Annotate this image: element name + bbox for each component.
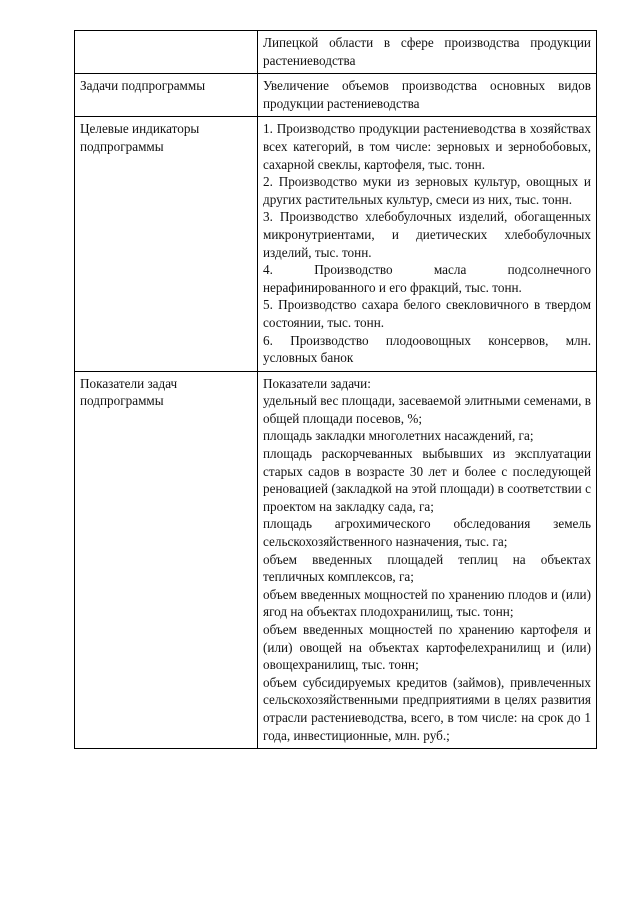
program-passport-table bbox=[74, 30, 597, 749]
table-row bbox=[75, 74, 597, 117]
metric-item: объем субсидируемых кредитов (займов), привлеченных сельскохозяйственными предприятиями в целях развития отрасли растениеводства, всего, в том числе: на срок до 1 года, инвестиционные, млн. руб.; bbox=[263, 674, 591, 743]
metric-item: площадь агрохимического обследования земель сельскохозяйственного назначения, тыс. га; bbox=[263, 516, 591, 550]
indicator-item: 3. Производство хлебобулочных изделий, обогащенных микронутриентами, и диетических хлебобулочных изделий, тыс. тонн. bbox=[263, 209, 591, 260]
row-content bbox=[258, 371, 597, 748]
metric-item: площадь раскорчеванных выбывших из эксплуатации старых садов в возрасте 30 лет и более с последующей реновацией (закладкой на этой площади) в соответствии с проектом на закладку сада, га; bbox=[263, 446, 591, 514]
indicator-item: 1. Производство продукции растениеводства в хозяйствах всех категорий, в том числе: зерновых и зернобобовых, сахарной свеклы, картофеля, тыс. тонн. bbox=[263, 121, 591, 172]
indicator-item: 2. Производство муки из зерновых культур, овощных и других растительных культур, смеси из них, тыс. тонн. bbox=[263, 174, 591, 207]
row-content bbox=[258, 117, 597, 371]
indicator-item: 5. Производство сахара белого свекловичного в твердом состоянии, тыс. тонн. bbox=[263, 297, 591, 330]
indicator-item: 4. Производство масла подсолнечного нерафинированного и его фракций, тыс. тонн. bbox=[263, 262, 591, 295]
metric-item: площадь закладки многолетних насаждений, га; bbox=[263, 428, 534, 444]
metric-item: объем введенных площадей теплиц на объектах тепличных комплексов, га; bbox=[263, 551, 591, 585]
row-label bbox=[75, 31, 258, 74]
metric-item: объем введенных мощностей по хранению плодов и (или) ягод на объектах плодохранилищ, тыс. тонн; bbox=[263, 586, 591, 620]
row-content bbox=[258, 74, 597, 117]
metric-item: объем введенных мощностей по хранению картофеля и (или) овощей на объектах картофелехранилищ и (или) овощехранилищ, тыс. тонн; bbox=[263, 622, 591, 673]
content-line: Липецкой области в сфере производства продукции растениеводства bbox=[263, 35, 591, 68]
indicator-item: 6. Производство плодоовощных консервов, млн. условных банок bbox=[263, 332, 591, 366]
row-label: Целевые индикаторы подпрограммы bbox=[75, 117, 258, 371]
table-row bbox=[75, 31, 597, 74]
content-line: Увеличение объемов производства основных видов продукции растениеводства bbox=[263, 78, 591, 111]
row-content bbox=[258, 31, 597, 74]
table-row bbox=[75, 117, 597, 371]
row-label: Показатели задач подпрограммы bbox=[75, 371, 258, 748]
metric-item: удельный вес площади, засеваемой элитными семенами, в общей площади посевов, %; bbox=[263, 393, 591, 426]
table-row bbox=[75, 371, 597, 748]
row-label: Задачи подпрограммы bbox=[75, 74, 258, 117]
metric-item: Показатели задачи: bbox=[263, 375, 371, 391]
